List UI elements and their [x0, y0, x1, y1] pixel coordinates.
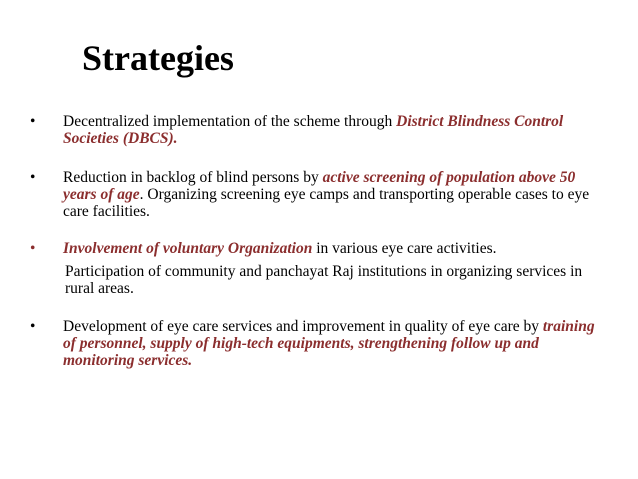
bullet-item-involvement	[30, 240, 610, 297]
item-text: Reduction in backlog of blind persons by	[63, 169, 323, 186]
item-emphasis: Involvement of voluntary Organization	[63, 240, 313, 257]
bullet-item-development	[30, 318, 610, 369]
item-text-tail: . Organizing screening eye camps and transporting operable cases to eye care facilities.	[63, 186, 590, 220]
bullet-marker: •	[30, 169, 36, 186]
item-text: Decentralized implementation of the scheme through	[63, 113, 397, 130]
item-emphasis: active screening of population above 50 years of age	[63, 169, 576, 203]
bullet-marker: •	[30, 113, 36, 130]
bullet-list	[30, 113, 610, 369]
slide-title: Strategies	[82, 38, 234, 78]
bullet-marker: •	[30, 240, 36, 257]
bullet-marker: •	[30, 318, 36, 335]
bullet-item-decentralized	[30, 113, 610, 147]
item-text-tail: in various eye care activities.	[312, 240, 497, 257]
bullet-item-reduction	[30, 169, 610, 220]
item-emphasis: District Blindness Control Societies (DBCS).	[63, 113, 564, 147]
item-emphasis: training of personnel, supply of high-tech equipments, strengthening follow up and monitoring services.	[63, 318, 595, 369]
item-text: Development of eye care services and improvement in quality of eye care by	[63, 318, 543, 335]
continuation-paragraph: Participation of community and panchayat Raj institutions in organizing services in rural areas.	[65, 263, 583, 297]
